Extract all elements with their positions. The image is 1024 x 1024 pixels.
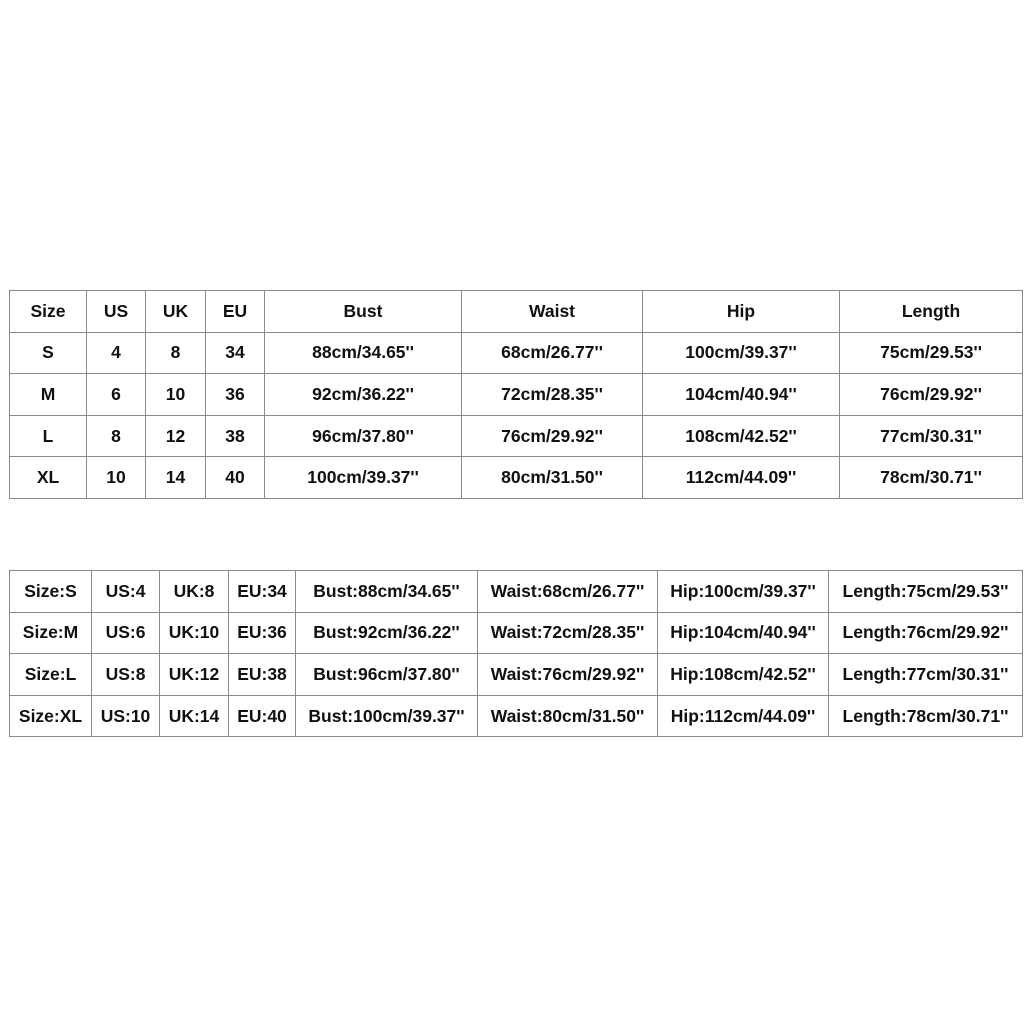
- cell-eu: EU:40: [229, 695, 296, 737]
- table-row: [10, 695, 1023, 737]
- cell-us: 8: [87, 415, 146, 457]
- header-cell-eu: EU: [206, 291, 265, 333]
- cell-waist: Waist:68cm/26.77'': [478, 571, 658, 613]
- cell-hip: Hip:100cm/39.37'': [658, 571, 829, 613]
- cell-waist: 80cm/31.50'': [462, 457, 643, 499]
- cell-hip: 100cm/39.37'': [643, 332, 840, 374]
- cell-eu: EU:34: [229, 571, 296, 613]
- cell-waist: 72cm/28.35'': [462, 374, 643, 416]
- cell-hip: Hip:112cm/44.09'': [658, 695, 829, 737]
- header-cell-length: Length: [840, 291, 1023, 333]
- table-row: [10, 332, 1023, 374]
- cell-length: 78cm/30.71'': [840, 457, 1023, 499]
- cell-us: US:6: [92, 612, 160, 654]
- cell-waist: Waist:80cm/31.50'': [478, 695, 658, 737]
- cell-us: US:10: [92, 695, 160, 737]
- cell-hip: Hip:104cm/40.94'': [658, 612, 829, 654]
- cell-size: Size:XL: [10, 695, 92, 737]
- cell-bust: 100cm/39.37'': [265, 457, 462, 499]
- header-cell-us: US: [87, 291, 146, 333]
- cell-size: Size:S: [10, 571, 92, 613]
- cell-size: XL: [10, 457, 87, 499]
- cell-eu: EU:36: [229, 612, 296, 654]
- cell-us: US:8: [92, 654, 160, 696]
- cell-uk: UK:8: [160, 571, 229, 613]
- cell-hip: Hip:108cm/42.52'': [658, 654, 829, 696]
- cell-size: L: [10, 415, 87, 457]
- cell-us: 10: [87, 457, 146, 499]
- cell-bust: 88cm/34.65'': [265, 332, 462, 374]
- cell-eu: EU:38: [229, 654, 296, 696]
- table-header-row: [10, 291, 1023, 333]
- cell-size: Size:M: [10, 612, 92, 654]
- cell-bust: Bust:100cm/39.37'': [296, 695, 478, 737]
- cell-size: M: [10, 374, 87, 416]
- cell-waist: Waist:76cm/29.92'': [478, 654, 658, 696]
- table-row: [10, 415, 1023, 457]
- cell-us: 6: [87, 374, 146, 416]
- cell-eu: 38: [206, 415, 265, 457]
- header-cell-bust: Bust: [265, 291, 462, 333]
- cell-waist: 68cm/26.77'': [462, 332, 643, 374]
- cell-uk: UK:12: [160, 654, 229, 696]
- cell-bust: 96cm/37.80'': [265, 415, 462, 457]
- cell-hip: 112cm/44.09'': [643, 457, 840, 499]
- cell-uk: UK:10: [160, 612, 229, 654]
- size-chart-table: [9, 290, 1023, 499]
- cell-bust: Bust:96cm/37.80'': [296, 654, 478, 696]
- cell-length: 77cm/30.31'': [840, 415, 1023, 457]
- cell-length: 75cm/29.53'': [840, 332, 1023, 374]
- cell-eu: 34: [206, 332, 265, 374]
- cell-hip: 104cm/40.94'': [643, 374, 840, 416]
- cell-eu: 36: [206, 374, 265, 416]
- cell-bust: Bust:88cm/34.65'': [296, 571, 478, 613]
- table-row: [10, 612, 1023, 654]
- cell-uk: 12: [146, 415, 206, 457]
- table-row: [10, 374, 1023, 416]
- table-row: [10, 571, 1023, 613]
- cell-bust: 92cm/36.22'': [265, 374, 462, 416]
- cell-bust: Bust:92cm/36.22'': [296, 612, 478, 654]
- size-chart-labeled-table: [9, 570, 1023, 737]
- cell-length: Length:75cm/29.53'': [829, 571, 1023, 613]
- cell-length: 76cm/29.92'': [840, 374, 1023, 416]
- table-row: [10, 654, 1023, 696]
- header-cell-waist: Waist: [462, 291, 643, 333]
- cell-length: Length:78cm/30.71'': [829, 695, 1023, 737]
- cell-uk: 14: [146, 457, 206, 499]
- cell-eu: 40: [206, 457, 265, 499]
- cell-us: 4: [87, 332, 146, 374]
- header-cell-size: Size: [10, 291, 87, 333]
- cell-length: Length:77cm/30.31'': [829, 654, 1023, 696]
- cell-waist: 76cm/29.92'': [462, 415, 643, 457]
- cell-size: Size:L: [10, 654, 92, 696]
- header-cell-uk: UK: [146, 291, 206, 333]
- table-row: [10, 457, 1023, 499]
- cell-hip: 108cm/42.52'': [643, 415, 840, 457]
- cell-waist: Waist:72cm/28.35'': [478, 612, 658, 654]
- header-cell-hip: Hip: [643, 291, 840, 333]
- cell-size: S: [10, 332, 87, 374]
- cell-length: Length:76cm/29.92'': [829, 612, 1023, 654]
- cell-uk: 10: [146, 374, 206, 416]
- cell-uk: 8: [146, 332, 206, 374]
- cell-us: US:4: [92, 571, 160, 613]
- cell-uk: UK:14: [160, 695, 229, 737]
